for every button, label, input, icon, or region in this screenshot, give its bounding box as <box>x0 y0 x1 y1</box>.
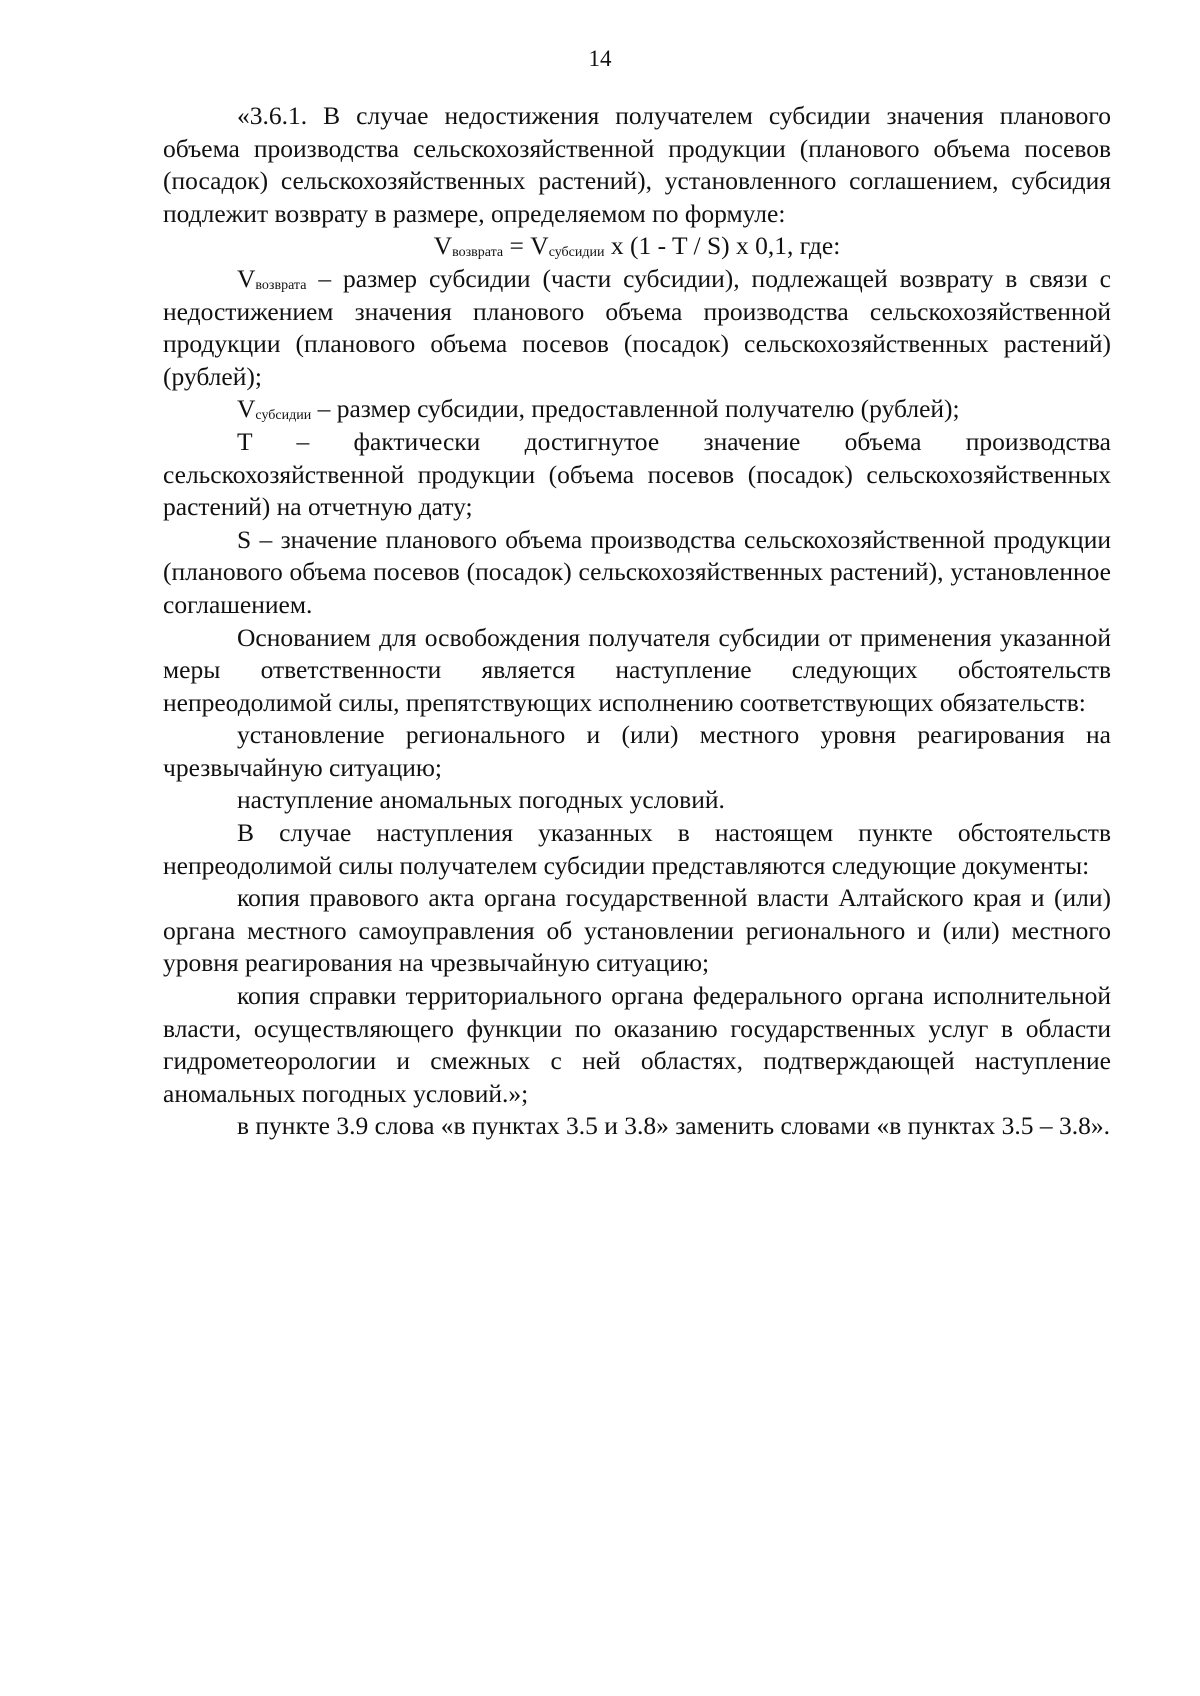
page-number: 14 <box>588 46 612 71</box>
paragraph-v-punkte-3-9: в пункте 3.9 слова «в пунктах 3.5 и 3.8» заменить словами «в пунктах 3.5 – 3.8». <box>237 1111 1111 1141</box>
formula-rest: x (1 - T / S) x 0,1, где: <box>604 231 841 261</box>
formula-sub-vozvrata: возврата <box>452 245 504 261</box>
paragraph-ustanovlenie: установление регионального и (или) местного уровня реагирования на чрезвычайную ситуацию; <box>163 720 1111 782</box>
paragraph-nastuplenie: наступление аномальных погодных условий. <box>237 785 725 815</box>
paragraph-v-sluchae: В случае наступления указанных в настоящем пункте обстоятельств непреодолимой силы получателем субсидии представляются следующие документы: <box>163 818 1111 880</box>
formula-v-symbol: V <box>433 231 453 261</box>
def-symbol-v-2: V <box>237 394 256 424</box>
def-sub-subsidii: субсидии <box>255 408 312 424</box>
paragraph-kopiya-akta: копия правового акта органа государственной власти Алтайского края и (или) органа местного самоуправления об установлении регионального и (или) местного уровня реагирования на чрезвычайную ситуацию; <box>163 883 1111 978</box>
paragraph-kopiya-spravki: копия справки территориального органа федерального органа исполнительной власти, осуществляющего функции по оказанию государственных услуг в области гидрометеорологии и смежных с ней областях, подтверждающей наступление аномальных погодных условий.»; <box>163 981 1111 1108</box>
def-v-vozvrata-text: – размер субсидии (части субсидии), подлежащей возврату в связи с недостижением значения планового объема производства сельскохозяйственной продукции (планового объема посевов (посадок) сельскохозяйственных растений) (рублей); <box>163 263 1111 391</box>
definition-v-vozvrata <box>163 263 1111 393</box>
definition-v-subsidii <box>163 393 1111 426</box>
formula-v-symbol-2: V <box>530 231 549 261</box>
def-v-subsidii-text: – размер субсидии, предоставленной получателю (рублей); <box>311 394 960 424</box>
formula <box>163 230 1111 263</box>
document-body <box>163 100 1111 1143</box>
formula-equals: = <box>503 231 531 261</box>
def-sub-vozvrata: возврата <box>255 277 307 293</box>
formula-sub-subsidii: субсидии <box>548 245 605 261</box>
paragraph-osnovaniem: Основанием для освобождения получателя субсидии от применения указанной меры ответственности является наступление следующих обстоятельств непреодолимой силы, препятствующих исполнению соответствующих обязательств: <box>163 622 1111 717</box>
definition-t: T – фактически достигнутое значение объема производства сельскохозяйственной продукции (объема посевов (посадок) сельскохозяйственных растений) на отчетную дату; <box>163 426 1111 522</box>
def-symbol-v: V <box>237 263 256 293</box>
paragraph-3-6-1: «3.6.1. В случае недостижения получателем субсидии значения планового объема производства сельскохозяйственной продукции (планового объема посевов (посадок) сельскохозяйственных растений), установленного соглашением, субсидия подлежит возврату в размере, определяемом по формуле: <box>163 101 1111 228</box>
definition-s: S – значение планового объема производства сельскохозяйственной продукции (планового объема посевов (посадок) сельскохозяйственных растений), установленное соглашением. <box>163 524 1111 619</box>
